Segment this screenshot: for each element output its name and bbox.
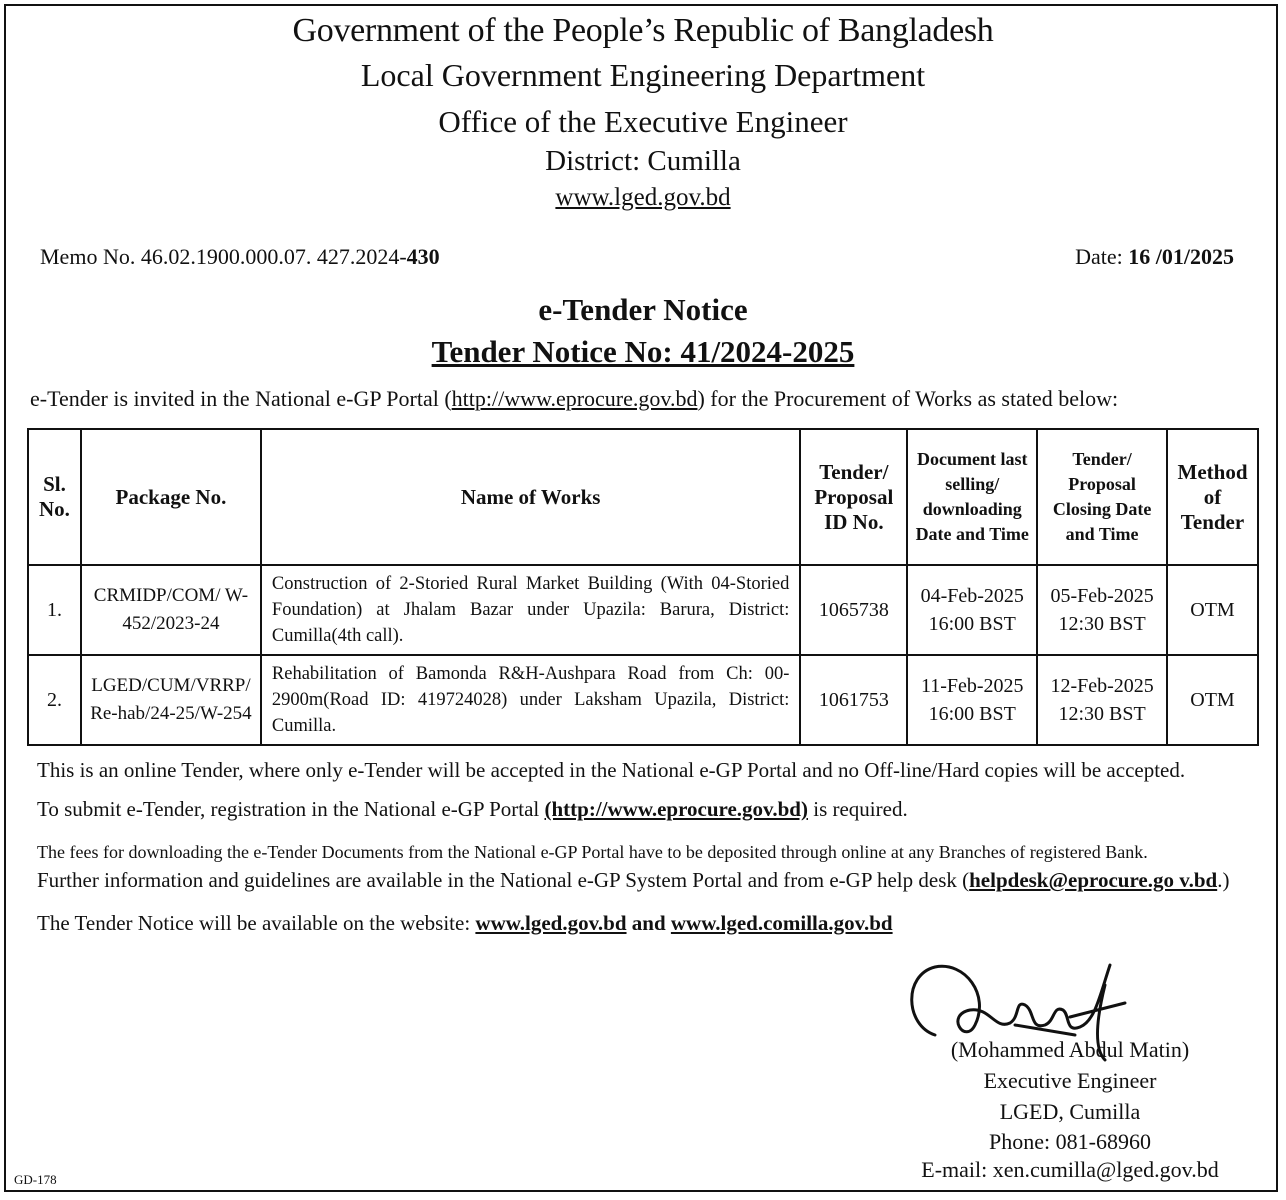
cell-method: OTM (1167, 565, 1258, 655)
intro-text (30, 386, 1118, 412)
col-works: Name of Works (261, 429, 800, 565)
lged-website-link[interactable]: www.lged.gov.bd (475, 911, 627, 935)
date-label: Date: (1075, 244, 1129, 269)
note-websites (37, 911, 893, 936)
cell-sl: 2. (28, 655, 81, 745)
lged-comilla-website-link[interactable]: www.lged.comilla.gov.bd (670, 911, 893, 935)
eprocure-link[interactable]: http://www.eprocure.gov.bd (451, 386, 698, 411)
col-document-last: Document last selling/ downloading Date and Time (907, 429, 1037, 565)
cell-closing (1037, 655, 1167, 745)
cell-sl: 1. (28, 565, 81, 655)
and-text: and (626, 911, 671, 935)
close-time: 12:30 BST (1058, 613, 1146, 635)
cell-document-last (907, 655, 1037, 745)
table-header-row (28, 429, 1258, 565)
intro-after: ) for the Procurement of Works as stated below: (697, 386, 1119, 411)
tender-notice-number: Tender Notice No: 41/2024-2025 (431, 334, 855, 369)
tender-table (27, 428, 1259, 746)
cell-document-last (907, 565, 1037, 655)
note-fees: The fees for downloading the e-Tender Documents from the National e-GP Portal have to be deposited through online at any Branches of registered Bank. (37, 842, 1148, 862)
note-registration-text: To submit e-Tender, registration in the National e-GP Portal (37, 797, 545, 821)
intro-before: e-Tender is invited in the National e-GP Portal ( (30, 386, 452, 411)
header-office: Office of the Executive Engineer (438, 104, 848, 139)
signatory-office: LGED, Cumilla (999, 1099, 1141, 1124)
cell-package: CRMIDP/COM/ W-452/2023-24 (81, 565, 261, 655)
col-package: Package No. (81, 429, 261, 565)
header-government: Government of the People’s Republic of Bangladesh (292, 12, 994, 49)
memo-suffix: 430 (406, 244, 440, 269)
notice-title: e-Tender Notice (538, 292, 748, 327)
signatory-phone: Phone: 081-68960 (989, 1129, 1151, 1154)
doc-date: 04-Feb-2025 (920, 585, 1024, 607)
col-method: Method of Tender (1167, 429, 1258, 565)
notice-date (1075, 244, 1234, 270)
header-department: Local Government Engineering Department (360, 57, 926, 93)
table-row (28, 655, 1258, 745)
date-value: 16 /01/2025 (1128, 244, 1234, 269)
cell-package: LGED/CUM/VRRP/ Re-hab/24-25/W-254 (81, 655, 261, 745)
cell-closing (1037, 565, 1167, 655)
col-tender-id: Tender/ Proposal ID No. (800, 429, 907, 565)
cell-method: OTM (1167, 655, 1258, 745)
signatory-email: E-mail: xen.cumilla@lged.gov.bd (921, 1157, 1219, 1182)
cell-tender-id: 1061753 (800, 655, 907, 745)
close-date: 12-Feb-2025 (1050, 675, 1154, 697)
document-code: GD-178 (14, 1172, 57, 1187)
memo-label: Memo No. 46.02.1900.000.07. 427.2024- (40, 244, 407, 269)
note-helpdesk (37, 868, 1229, 893)
notice-subtitle (0, 334, 1286, 370)
doc-time: 16:00 BST (928, 703, 1016, 725)
signatory-name: (Mohammed Abdul Matin) (950, 1037, 1190, 1062)
header-website-link[interactable]: www.lged.gov.bd (555, 184, 731, 211)
note-helpdesk-text: Further information and guidelines are available in the National e-GP System Portal and from e-GP help desk ( (37, 868, 970, 892)
memo-number (40, 244, 440, 270)
table-row (28, 565, 1258, 655)
helpdesk-email-link[interactable]: helpdesk@eprocure.go v.bd (969, 868, 1218, 892)
note-online-tender: This is an online Tender, where only e-Tender will be accepted in the National e-GP Portal and no Off-line/Hard copies will be accepted. (37, 758, 1186, 782)
signatory-designation: Executive Engineer (983, 1068, 1157, 1093)
col-closing: Tender/ Proposal Closing Date and Time (1037, 429, 1167, 565)
note-registration-after: is required. (807, 797, 908, 821)
close-time: 12:30 BST (1058, 703, 1146, 725)
header-district: District: Cumilla (545, 145, 741, 177)
note-websites-text: The Tender Notice will be available on the website: (37, 911, 476, 935)
doc-time: 16:00 BST (928, 613, 1016, 635)
close-date: 05-Feb-2025 (1050, 585, 1154, 607)
doc-date: 11-Feb-2025 (920, 675, 1024, 697)
cell-works: Construction of 2-Storied Rural Market Building (With 04-Storied Foundation) at Jhalam Bazar under Upazila: Barura, District: Cumilla(4th call). (261, 565, 800, 655)
note-registration (37, 797, 908, 822)
cell-works: Rehabilitation of Bamonda R&H-Aushpara Road from Ch: 00-2900m(Road ID: 419724028) under Laksham Upazila, District: Cumilla. (261, 655, 800, 745)
note-helpdesk-after: .) (1217, 868, 1230, 892)
eprocure-registration-link[interactable]: (http://www.eprocure.gov.bd) (544, 797, 808, 821)
cell-tender-id: 1065738 (800, 565, 907, 655)
col-sl: Sl. No. (28, 429, 81, 565)
